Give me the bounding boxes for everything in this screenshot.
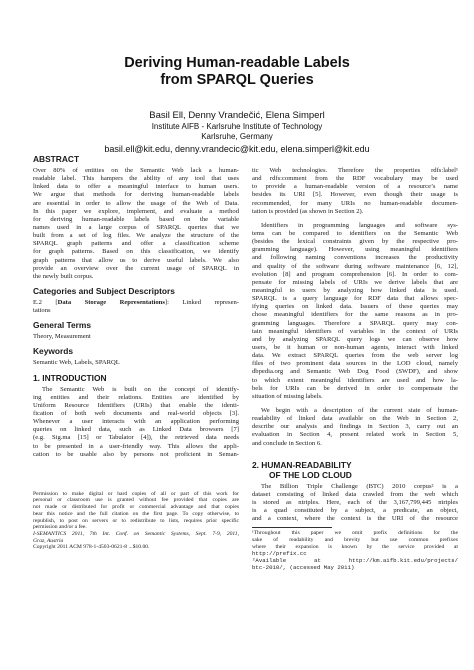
body-line: dbpedia.org and Semantic Web Dog Food (SWDF), and show xyxy=(252,368,458,376)
body-line: dataset consisting of linked data crawled from the web which xyxy=(252,490,458,498)
body-line: users, be it human or non-human agents, interact with linked xyxy=(252,343,458,351)
abstract-line: for deriving human-readable labels based on the variable xyxy=(33,215,239,223)
body-line: and following naming conventions increases the productivity xyxy=(252,254,458,262)
intro-line: ing entities and their relations. Entities are identified by xyxy=(33,393,239,401)
categories-heading: Categories and Subject Descriptors xyxy=(33,285,175,296)
intro-line: Uniform Resource Identifiers (URIs) that enable the identi- xyxy=(33,401,239,409)
abstract-heading: ABSTRACT xyxy=(33,154,80,164)
author-emails: basil.ell@kit.edu, denny.vrandecic@kit.edu, elena.simperl@kit.edu xyxy=(104,144,370,154)
footnote-link[interactable]: http://prefix.cc xyxy=(252,551,307,558)
body-line: tation is provided (as shown in Section 2). xyxy=(252,207,364,215)
left-column xyxy=(33,154,239,551)
section2-heading: 2. HUMAN-READABILITY xyxy=(252,459,352,470)
introduction-body xyxy=(33,386,239,459)
intro-line: The Semantic Web is built on the concept of identify- xyxy=(42,385,239,393)
footnote-line: sake of readability and brevity but use common prefixes xyxy=(252,537,458,544)
body-line: bels for URIs can be derived in order to compensate the xyxy=(252,384,458,392)
permission-line: not made or distributed for profit or commercial advantage and that copies xyxy=(33,504,239,511)
general-terms-text: Theory, Measurement xyxy=(33,333,91,341)
body-line: recommended, for many URIs no human-readable documen- xyxy=(252,199,458,207)
abstract-line: built from a set of log files. We analyze the structure of the xyxy=(33,232,239,240)
keywords-heading: Keywords xyxy=(33,346,74,357)
body-line: to provide a human-readable version of a resource’s name xyxy=(252,183,458,191)
intro-line: queries on linked data, such as Linked Data browsers [7] xyxy=(33,426,239,434)
body-line: ifying queries on linked data. Issuers of these queries may xyxy=(252,303,458,311)
body-line: tain meaningful identifiers of variables in the context of URIs xyxy=(252,327,458,335)
footnote-link[interactable]: ²Available at http://km.aifb.kit.edu/projects/ xyxy=(252,557,458,564)
abstract-line: In this paper we explore, implement, and evaluate a method xyxy=(33,207,239,215)
permission-line: permission and/or a fee. xyxy=(33,524,87,531)
copyright-line: Copyright 2011 ACM 978-1-4503-0621-8 ...$10.00. xyxy=(33,544,150,551)
paper-title xyxy=(0,55,474,89)
footnotes xyxy=(252,530,458,571)
author-location: Karlsruhe, Germany xyxy=(201,132,273,141)
body-line: is a quad constituted by a subject, a predicate, an object, xyxy=(252,507,458,515)
introduction-heading: 1. INTRODUCTION xyxy=(33,372,107,383)
body-line: files of two prominent data sources in the LOD cloud, namely xyxy=(252,360,458,368)
body-line: pensate for missing labels of URIs we derive labels that are xyxy=(252,278,458,286)
intro-continued xyxy=(252,167,458,216)
abstract-line: readable label. This hampers the ability of any tool that uses xyxy=(33,175,239,183)
footnote-link[interactable]: btc-2010/, (accessed May 2011) xyxy=(252,564,355,571)
title-line: from SPARQL Queries xyxy=(160,72,314,88)
abstract-body xyxy=(33,167,239,281)
intro-line: cation to be usable also by persons not proficient in Seman- xyxy=(33,450,239,458)
title-line: Deriving Human-readable Labels xyxy=(124,55,350,71)
body-line: tems can be compared to identifiers on the Semantic Web xyxy=(252,229,458,237)
body-line: evolution [8] and program comprehension [6]. In order to com- xyxy=(252,270,458,278)
body-line: evaluation in Section 4, present related work in Section 5, xyxy=(252,431,458,439)
permission-line: personal or classroom use is granted without fee provided that copies are xyxy=(33,497,239,504)
body-line: and rdfs:comment from the RDF vocabulary may be used xyxy=(252,175,458,183)
author-names: Basil Ell, Denny Vrandečić, Elena Simperl xyxy=(149,110,325,121)
permission-notice xyxy=(33,491,239,551)
categories-prefix: E.2 [ xyxy=(33,298,58,306)
body-line: (besides the lexical constraints given by the respective pro- xyxy=(252,238,458,246)
abstract-line: graph patterns that allow us to derive useful labels. We also xyxy=(33,256,239,264)
btc-paragraph xyxy=(252,483,458,524)
intro-line: fication of both web documents and real-world objects [3]. xyxy=(33,409,239,417)
intro-line: to be presented in a user-friendly way. This allows the appli- xyxy=(33,442,239,450)
body-line: SPARQL is a query language for RDF data that allows spec- xyxy=(252,295,458,303)
intro-line: (e.g. Sig.ma [15] or Tabulator [4]), the retrieved data needs xyxy=(33,434,239,442)
body-line: and quality of the software during software maintenance [6, 12], xyxy=(252,262,458,270)
abstract-line: names used in a large corpus of SPARQL queries that we xyxy=(33,223,239,231)
body-line: and by analyzing SPARQL query logs we can observe how xyxy=(252,335,458,343)
conference-line: I-SEMANTICS 2011, 7th Int. Conf. on Semantic Systems, Sept. 7-9, 2011, xyxy=(33,530,239,537)
body-line: tic Web technologies. Therefore the properties rdfs:label¹ xyxy=(252,167,458,174)
body-line: and conclude in Section 6. xyxy=(252,439,322,447)
footnote-line: ¹Throughout this paper we omit prefix definitions for the xyxy=(252,530,458,537)
abstract-line: for graph patterns. Based on this classification, we identify xyxy=(33,248,239,256)
abstract-line: provide an overview over the current usage of SPARQL in xyxy=(33,264,239,272)
body-line: describe our analysis and findings in Section 3, carry out an xyxy=(252,423,458,431)
footnote-rule xyxy=(252,527,332,528)
body-line: besides its URI [5]. However, even though their usage is xyxy=(252,191,458,199)
abstract-line: SPARQL graph patterns and offer a classification scheme xyxy=(33,240,239,248)
body-line: data. We extract SPARQL queries from the web server log xyxy=(252,352,458,360)
footnote-line: where their expansion is known by the service provided at xyxy=(252,544,458,551)
abstract-line: Over 80% of entities on the Semantic Web lack a human- xyxy=(33,167,239,174)
abstract-line: the newly built corpus. xyxy=(33,272,94,280)
body-line: gramming languages. Therefore a SPARQL query may con- xyxy=(252,319,458,327)
identifiers-paragraph xyxy=(252,222,458,401)
body-line: and a context, where the context is the URI of the resource xyxy=(252,515,458,523)
author-block xyxy=(0,110,474,155)
permission-line: Permission to make digital or hard copies of all or part of this work for xyxy=(33,490,239,497)
abstract-line: linked data to offer a meaningful interface to human users. xyxy=(33,183,239,191)
body-line: readability of linked data available on the Web in Section 2, xyxy=(252,415,458,423)
body-line: Identifiers in programming languages and software sys- xyxy=(261,221,458,229)
categories-suffix: ]: Linked represen- xyxy=(164,298,239,306)
body-line: The Billion Triple Challenge (BTC) 2010 corpus² is a xyxy=(261,482,458,490)
intro-line: Whenever a user interacts with an application performing xyxy=(33,418,239,426)
body-line: meaningful to users by analyzing how linked data is used. xyxy=(252,286,458,294)
body-line: situation of missing labels. xyxy=(252,392,323,400)
categories-term: Data Storage Representations xyxy=(57,298,165,306)
keywords-text: Semantic Web, Labels, SPARQL xyxy=(33,359,120,367)
body-line: chose meaningful identifiers for the same reasons as in pro- xyxy=(252,311,458,319)
abstract-line: We argue that methods for deriving human-readable labels xyxy=(33,191,239,199)
body-line: We begin with a description of the current state of human- xyxy=(261,406,458,414)
general-terms-heading: General Terms xyxy=(33,320,92,331)
body-line: to which extent meaningful identifiers are used and how la- xyxy=(252,376,458,384)
section2-heading-line2: OF THE LOD CLOUD xyxy=(269,469,352,480)
body-line: gramming language). However, using meaningful identifiers xyxy=(252,246,458,254)
abstract-line: are essential in order to allow the usage of the Web of Data. xyxy=(33,199,239,207)
outline-paragraph xyxy=(252,407,458,448)
permission-line: bear this notice and the full citation on the first page. To copy otherwise, to xyxy=(33,510,239,517)
body-line: is stored as ntriples. Here, each of the 3,167,799,445 ntriples xyxy=(252,498,458,506)
categories-line: tations xyxy=(33,307,51,315)
author-affiliation: Institute AIFB - Karlsruhe Institute of Technology xyxy=(151,122,323,131)
categories-line xyxy=(33,299,239,307)
conference-location: Graz, Austria xyxy=(33,537,64,544)
right-column xyxy=(252,167,458,572)
permission-line: republish, to post on servers or to redistribute to lists, requires prior specific xyxy=(33,517,239,524)
